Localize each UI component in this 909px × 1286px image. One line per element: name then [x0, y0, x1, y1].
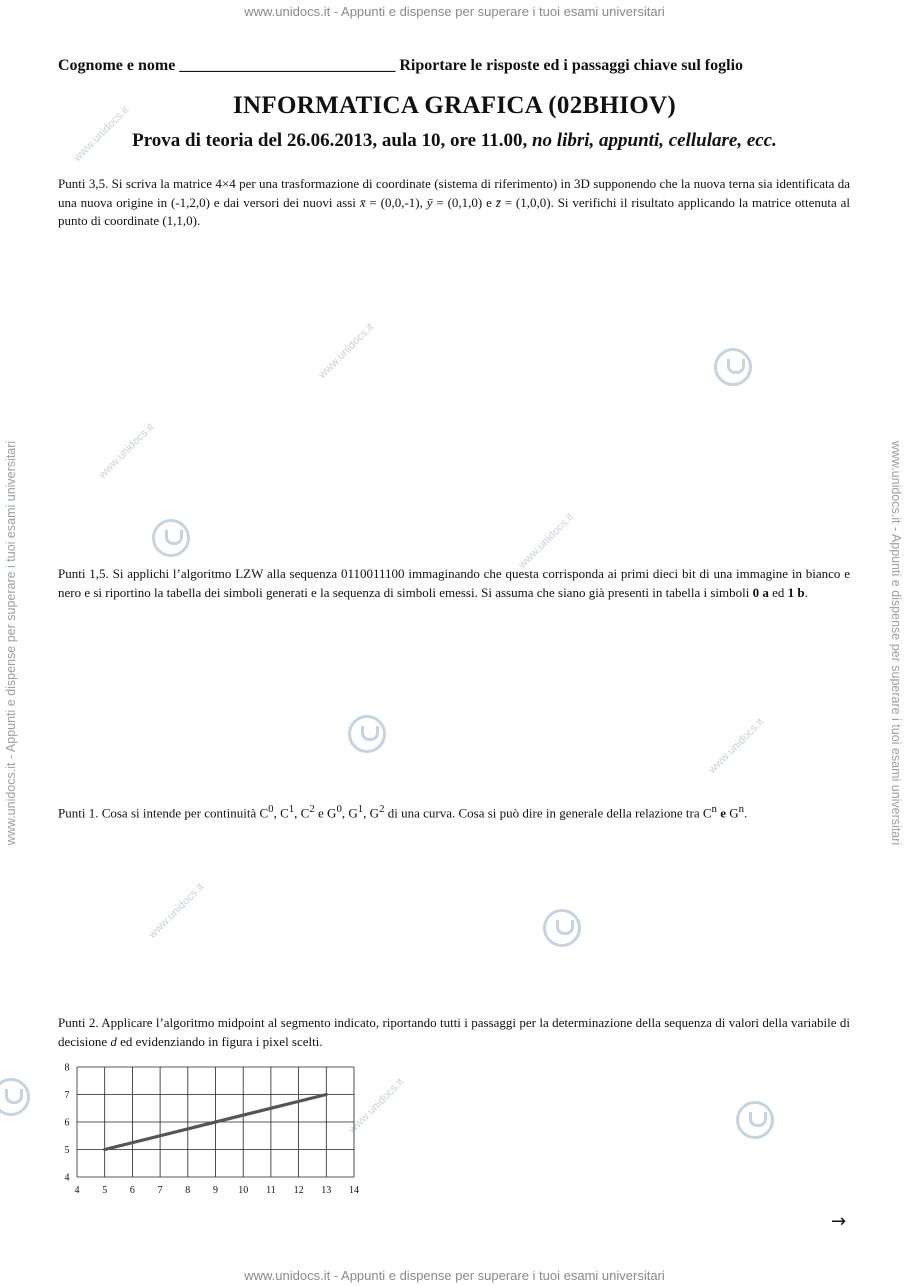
question-text: , G	[363, 805, 380, 821]
question-text: , C	[294, 805, 310, 821]
y-vector-label: ȳ	[426, 194, 433, 210]
question-text: , C	[273, 805, 289, 821]
exam-subtitle	[0, 130, 909, 152]
y-tick-label: 4	[64, 1172, 70, 1184]
watermark-bottom	[0, 1268, 909, 1283]
z-vector-label: z̄	[495, 194, 501, 210]
sup: n	[738, 803, 745, 815]
x-tick-label: 10	[238, 1185, 249, 1196]
watermark-right: www.unidocs.it - Appunti e dispense per superare i tuoi esami universitari	[889, 440, 903, 846]
x-tick-label: 14	[349, 1185, 359, 1196]
sup: 0	[268, 803, 274, 815]
watermark-left: www.unidocs.it - Appunti e dispense per superare i tuoi esami universitari	[4, 440, 18, 846]
question-text: Punti 1. Cosa si intende per continuità C	[58, 805, 269, 821]
question-text: di una curva. Cosa si può dire in generale della relazione tra	[384, 805, 703, 821]
watermark-diagonal: www.unidocs.it	[706, 716, 767, 776]
watermark-diagonal: www.unidocs.it	[346, 1076, 407, 1136]
watermark-logo-icon	[543, 909, 581, 947]
watermark-diagonal: www.unidocs.it	[316, 321, 377, 381]
sup: 0	[336, 803, 342, 815]
x-tick-label: 5	[102, 1185, 108, 1196]
watermark-top-text: www.unidocs.it - Appunti e dispense per superare i tuoi esami universitari	[244, 4, 665, 19]
question-4	[58, 1014, 850, 1051]
question-text: Punti 1,5. Si applichi l’algoritmo LZW alla sequenza 0110011100 immaginando che questa corrisponda ai primi dieci bit di una immagine in bianco e nero e si riportino la tabella dei simboli generati e la sequenza di simboli emessi. Si assuma che siano già presenti in tabella i simboli	[58, 566, 850, 600]
question-text: Punti 3,5. Si scriva la matrice 4×4 per una trasformazione di coordinate (sistema di riferimento) in 3D supponendo che la nuova terna sia identificata da una nuova origine in (-1,2,0) e dai versori dei nuovi assi	[58, 176, 850, 210]
question-text: .	[804, 584, 808, 600]
x-tick-label: 6	[129, 1185, 135, 1196]
y-tick-label: 7	[64, 1090, 70, 1101]
question-text: = (0,1,0) e	[432, 194, 496, 210]
question-1	[58, 175, 850, 231]
y-tick-label: 6	[64, 1117, 70, 1129]
question-3	[58, 800, 850, 823]
symbol-0: 0 a	[752, 584, 769, 600]
x-tick-label: 8	[185, 1185, 191, 1196]
x-tick-label: 13	[321, 1185, 332, 1196]
question-text: = (1,0,0). Si verifichi il risultato applicando la matrice ottenuta al punto di coordinate (1,1,0).	[58, 194, 851, 228]
x-tick-label: 9	[213, 1185, 218, 1196]
watermark-diagonal: www.unidocs.it	[516, 511, 577, 571]
question-text: ed evidenziando in figura i pixel scelti.	[116, 1033, 323, 1049]
watermark-diagonal: www.unidocs.it	[71, 104, 132, 164]
symbol-1: 1 b	[787, 584, 805, 600]
next-page-arrow: →	[831, 1211, 847, 1232]
sup: 1	[357, 803, 364, 815]
midpoint-grid-figure	[56, 1058, 376, 1204]
watermark-logo-icon	[736, 1101, 774, 1139]
name-blank: ___________________________	[179, 57, 396, 74]
question-text: Punti 2. Applicare l’algoritmo midpoint al segmento indicato, riportando tutti i passaggi per la determinazione della sequenza di valori della variabile di decisione	[58, 1015, 850, 1049]
subtitle-italic: no libri, appunti, cellulare, ecc.	[531, 130, 777, 151]
question-text: ed	[768, 584, 788, 600]
watermark-logo-icon	[0, 1078, 30, 1116]
y-tick-label: 8	[64, 1062, 70, 1074]
question-text: = (0,0,-1),	[365, 194, 427, 210]
question-text: G	[729, 805, 739, 821]
x-tick-label: 11	[266, 1185, 276, 1196]
x-tick-label: 4	[74, 1185, 80, 1196]
question-text: , G	[341, 805, 358, 821]
sup: 2	[309, 803, 315, 815]
y-tick-label: 5	[64, 1145, 70, 1156]
question-2	[58, 565, 850, 602]
watermark-diagonal: www.unidocs.it	[146, 881, 207, 941]
watermark-bottom-text: www.unidocs.it - Appunti e dispense per superare i tuoi esami universitari	[244, 1268, 665, 1283]
question-text: .	[744, 805, 748, 821]
watermark-top	[0, 4, 909, 19]
x-vector-label: x̄	[359, 194, 366, 210]
watermark-logo-icon	[152, 519, 190, 557]
subtitle-text: Prova di teoria del 26.06.2013, aula 10, ore 11.00,	[132, 130, 532, 151]
watermark-diagonal: www.unidocs.it	[96, 421, 157, 481]
question-text: e G	[314, 805, 337, 821]
instruction-text: Riportare le risposte ed i passaggi chiave sul foglio	[399, 57, 744, 74]
name-label: Cognome e nome	[58, 57, 176, 74]
x-tick-label: 12	[293, 1185, 304, 1196]
x-tick-label: 7	[157, 1185, 163, 1196]
watermark-logo-icon	[348, 715, 386, 753]
sup: 1	[288, 803, 295, 815]
student-header	[58, 57, 848, 75]
decision-variable: d	[110, 1033, 117, 1049]
question-text: e	[716, 805, 730, 821]
sup: 2	[379, 803, 385, 815]
question-text: C	[702, 805, 712, 821]
watermark-logo-icon	[714, 348, 752, 386]
sup: n	[711, 803, 717, 815]
exam-title: INFORMATICA GRAFICA (02BHIOV)	[233, 92, 676, 119]
